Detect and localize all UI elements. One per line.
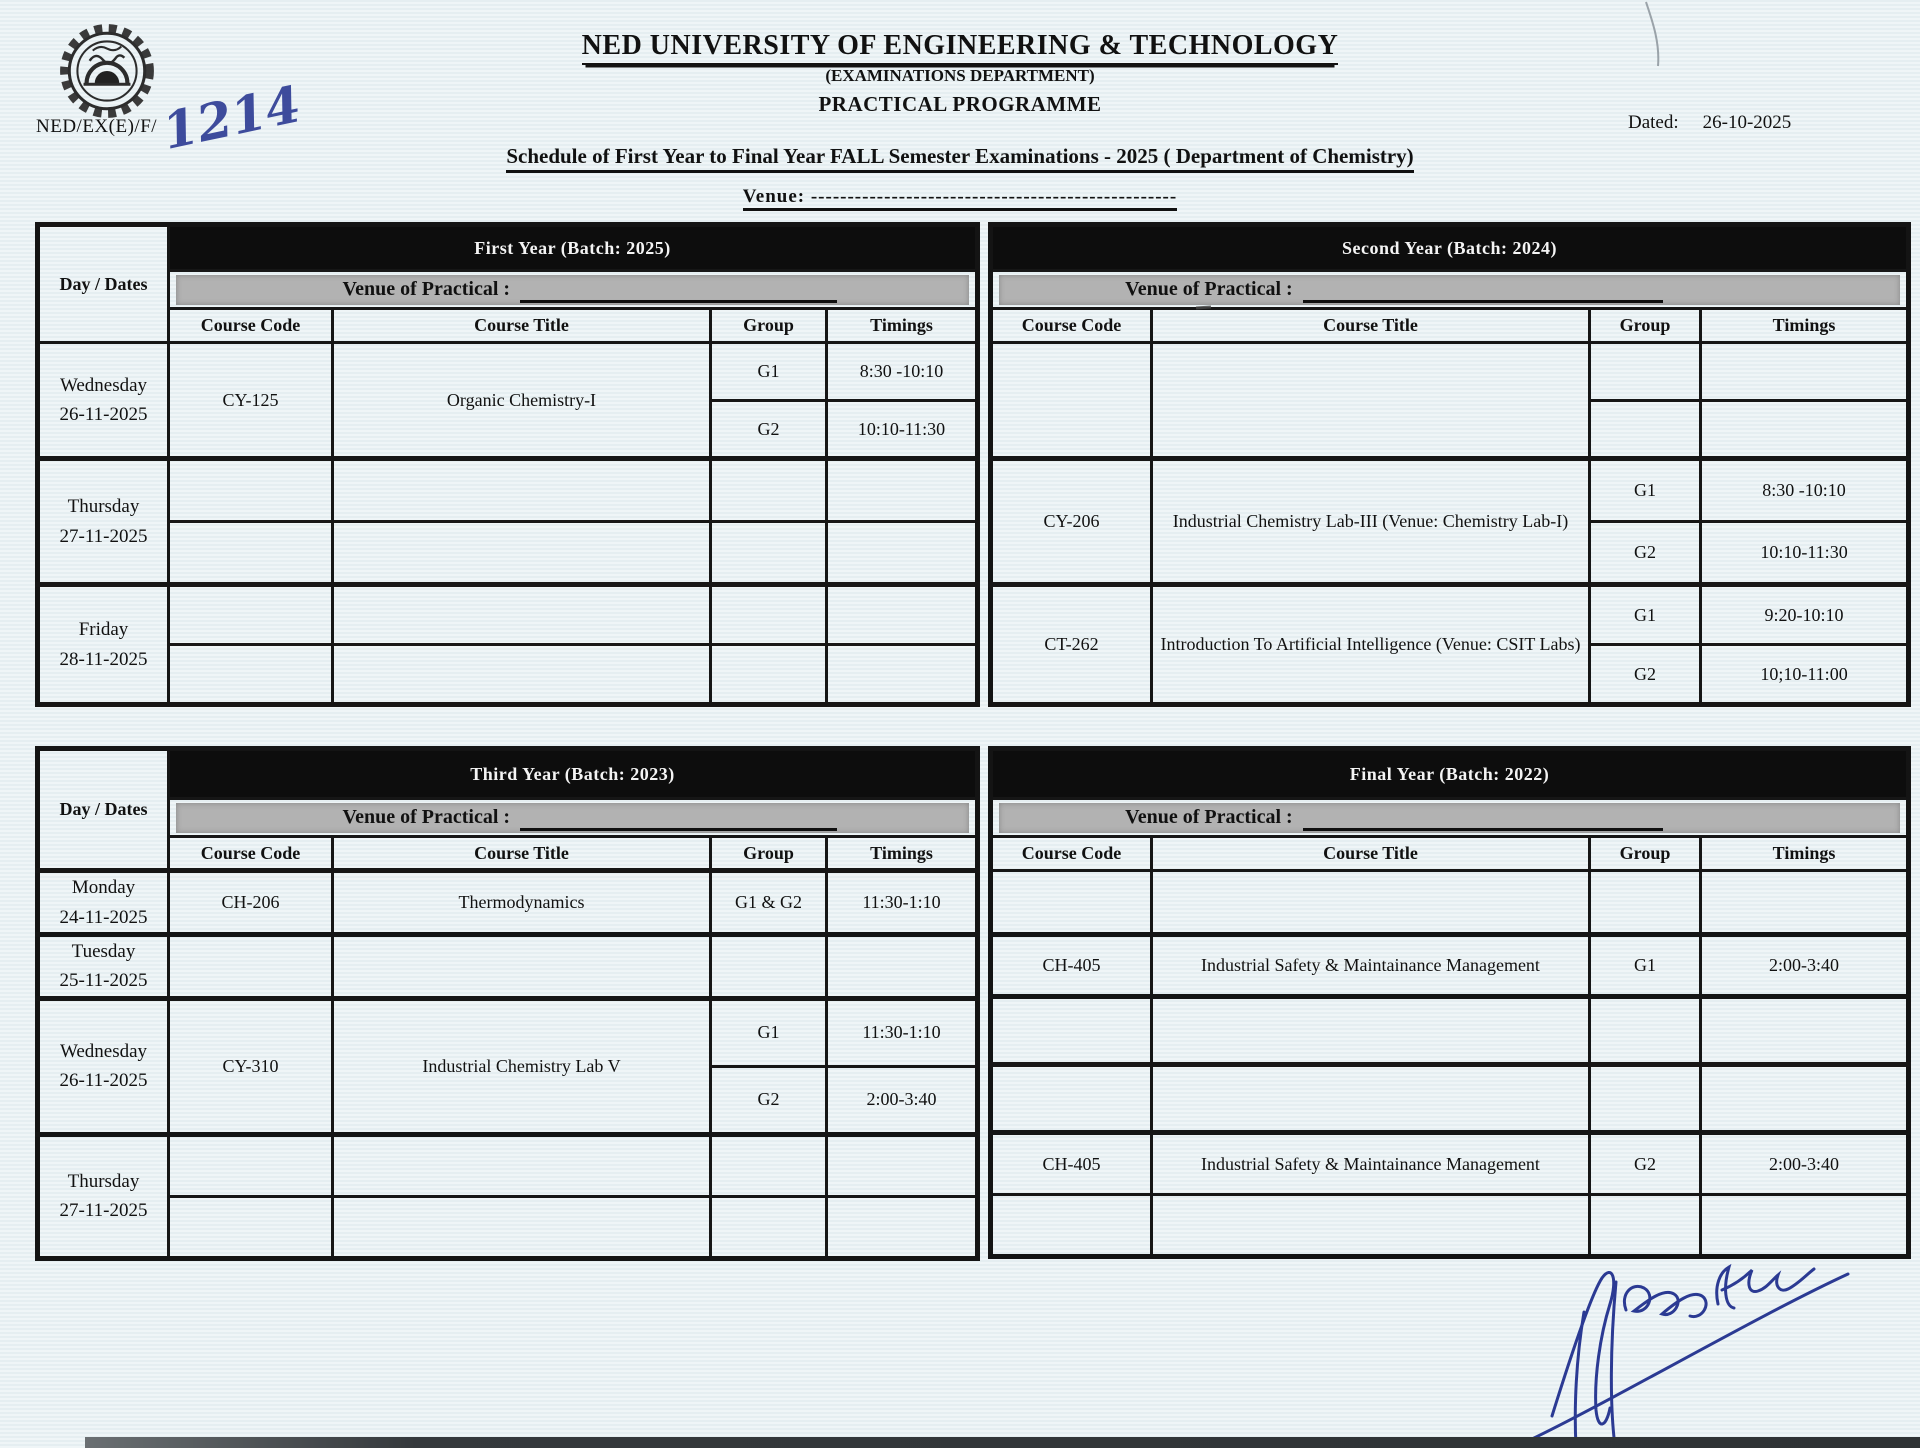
day-cell: Thursday 27-11-2025 [38, 459, 169, 585]
course-title-cell: Organic Chemistry-I [333, 343, 711, 459]
group-cell: G1 [1590, 935, 1701, 997]
day-dates-header: Day / Dates [38, 225, 169, 343]
timings-cell: 9:20-10:10 [1701, 585, 1909, 645]
empty-cell [711, 645, 827, 705]
timings-cell: 2:00-3:40 [1701, 1133, 1909, 1195]
empty-cell [169, 459, 333, 522]
col-course-code: Course Code [991, 837, 1152, 871]
reference-number-prefix: NED/EX(E)/F/ [36, 116, 158, 137]
handwritten-reference-number: 1214 [157, 74, 306, 161]
timings-cell: 2:00-3:40 [1701, 935, 1909, 997]
venue-line [0, 186, 1920, 208]
empty-cell [1590, 1065, 1701, 1133]
empty-cell [333, 645, 711, 705]
course-title-cell: Industrial Safety & Maintainance Management [1152, 935, 1590, 997]
practical-programme-title: PRACTICAL PROGRAMME [818, 92, 1102, 116]
final-year-title-bar: Final Year (Batch: 2022) [991, 749, 1909, 799]
final-year-table [988, 746, 1911, 1259]
venue-row [169, 799, 978, 837]
empty-cell [333, 585, 711, 645]
empty-cell [991, 343, 1152, 459]
timings-cell: 10:10-11:30 [827, 401, 978, 459]
empty-cell [711, 522, 827, 585]
empty-cell [169, 935, 333, 999]
course-code-cell: CY-125 [169, 343, 333, 459]
empty-cell [1152, 343, 1590, 459]
course-title-cell: Industrial Chemistry Lab V [333, 998, 711, 1134]
course-code-cell: CY-206 [991, 459, 1152, 585]
empty-cell [827, 459, 978, 522]
empty-cell [827, 1134, 978, 1196]
venue-label: Venue: [742, 186, 806, 207]
first-year-title-bar: First Year (Batch: 2025) [169, 225, 978, 271]
empty-cell [1152, 871, 1590, 935]
col-group: Group [1590, 309, 1701, 343]
col-course-title: Course Title [1152, 309, 1590, 343]
venue-blank-line [1303, 299, 1663, 303]
timings-cell: 10;10-11:00 [1701, 645, 1909, 705]
empty-cell [711, 1196, 827, 1258]
empty-cell [1701, 1065, 1909, 1133]
col-course-title: Course Title [1152, 837, 1590, 871]
timings-cell: 8:30 -10:10 [1701, 459, 1909, 522]
empty-cell [1590, 343, 1701, 401]
timings-cell: 11:30-1:10 [827, 871, 978, 935]
col-timings: Timings [1701, 837, 1909, 871]
empty-cell [991, 1065, 1152, 1133]
group-cell: G1 & G2 [711, 871, 827, 935]
course-code-cell: CH-405 [991, 935, 1152, 997]
group-cell: G1 [711, 343, 827, 401]
venue-of-practical-label: Venue of Practical : [1125, 278, 1293, 300]
col-timings: Timings [1701, 309, 1909, 343]
group-cell: G1 [1590, 459, 1701, 522]
dated-value: 26-10-2025 [1702, 112, 1792, 133]
course-code-cell: CT-262 [991, 585, 1152, 705]
examinations-department-line: (EXAMINATIONS DEPARTMENT) [825, 66, 1095, 85]
third-year-title-bar: Third Year (Batch: 2023) [169, 749, 978, 799]
group-cell: G1 [1590, 585, 1701, 645]
empty-cell [333, 935, 711, 999]
empty-cell [711, 1134, 827, 1196]
course-title-cell: Thermodynamics [333, 871, 711, 935]
signature [1522, 1248, 1862, 1448]
group-cell: G2 [711, 1066, 827, 1134]
empty-cell [991, 871, 1152, 935]
course-title-cell: Industrial Chemistry Lab-III (Venue: Chemistry Lab-I) [1152, 459, 1590, 585]
empty-cell [169, 645, 333, 705]
empty-cell [991, 997, 1152, 1065]
col-timings: Timings [827, 309, 978, 343]
group-cell: G2 [1590, 522, 1701, 585]
group-cell: G1 [711, 998, 827, 1066]
group-cell: G2 [711, 401, 827, 459]
day-cell: Monday 24-11-2025 [38, 871, 169, 935]
venue-of-practical-label: Venue of Practical : [1125, 806, 1293, 828]
timings-cell: 8:30 -10:10 [827, 343, 978, 401]
empty-cell [169, 1196, 333, 1258]
empty-cell [991, 1195, 1152, 1257]
empty-cell [169, 585, 333, 645]
empty-cell [1701, 871, 1909, 935]
empty-cell [333, 1196, 711, 1258]
empty-cell [827, 935, 978, 999]
venue-row [169, 271, 978, 309]
col-course-code: Course Code [169, 837, 333, 871]
timings-cell: 2:00-3:40 [827, 1066, 978, 1134]
empty-cell [827, 645, 978, 705]
third-year-table [35, 746, 980, 1261]
empty-cell [169, 1134, 333, 1196]
empty-cell [333, 1134, 711, 1196]
course-title-cell: Introduction To Artificial Intelligence (Venue: CSIT Labs) [1152, 585, 1590, 705]
day-cell: Wednesday 26-11-2025 [38, 343, 169, 459]
empty-cell [1701, 401, 1909, 459]
col-course-code: Course Code [169, 309, 333, 343]
venue-of-practical-label: Venue of Practical : [342, 806, 511, 828]
empty-cell [169, 522, 333, 585]
empty-cell [827, 522, 978, 585]
scan-edge-shadow [85, 1437, 1920, 1448]
group-cell: G2 [1590, 1133, 1701, 1195]
empty-cell [333, 522, 711, 585]
university-name: NED UNIVERSITY OF ENGINEERING & TECHNOLOGY [0, 30, 1920, 62]
venue-dashes: -------------------------------------------------- [810, 186, 1178, 207]
col-course-title: Course Title [333, 309, 711, 343]
second-year-title-bar: Second Year (Batch: 2024) [991, 225, 1909, 271]
day-cell: Thursday 27-11-2025 [38, 1134, 169, 1258]
scan-scratch-artifact [1630, 0, 1690, 80]
course-title-cell: Industrial Safety & Maintainance Management [1152, 1133, 1590, 1195]
empty-cell [1590, 401, 1701, 459]
empty-cell [827, 585, 978, 645]
course-code-cell: CY-310 [169, 998, 333, 1134]
day-cell: Friday 28-11-2025 [38, 585, 169, 705]
second-year-table [988, 222, 1911, 707]
empty-cell [1152, 997, 1590, 1065]
empty-cell [1701, 997, 1909, 1065]
timings-cell: 10:10-11:30 [1701, 522, 1909, 585]
first-year-table [35, 222, 980, 707]
venue-blank-line [520, 827, 837, 831]
empty-cell [711, 459, 827, 522]
venue-row [991, 799, 1909, 837]
col-group: Group [1590, 837, 1701, 871]
empty-cell [1590, 997, 1701, 1065]
course-code-cell: CH-405 [991, 1133, 1152, 1195]
empty-cell [333, 459, 711, 522]
venue-blank-line [520, 299, 837, 303]
empty-cell [827, 1196, 978, 1258]
dated-label: Dated: [1628, 112, 1679, 133]
col-course-title: Course Title [333, 837, 711, 871]
empty-cell [1590, 871, 1701, 935]
timings-cell: 11:30-1:10 [827, 998, 978, 1066]
course-code-cell: CH-206 [169, 871, 333, 935]
venue-blank-line [1303, 827, 1663, 831]
empty-cell [711, 935, 827, 999]
dated-line [1628, 112, 1791, 134]
col-course-code: Course Code [991, 309, 1152, 343]
venue-row [991, 271, 1909, 309]
day-cell: Tuesday 25-11-2025 [38, 935, 169, 999]
empty-cell [1701, 343, 1909, 401]
col-group: Group [711, 837, 827, 871]
empty-cell [711, 585, 827, 645]
schedule-title: Schedule of First Year to Final Year FALL Semester Examinations - 2025 ( Department of Chemistry) [0, 144, 1920, 169]
empty-cell [1152, 1065, 1590, 1133]
day-cell: Wednesday 26-11-2025 [38, 998, 169, 1134]
day-dates-header: Day / Dates [38, 749, 169, 871]
col-timings: Timings [827, 837, 978, 871]
col-group: Group [711, 309, 827, 343]
venue-of-practical-label: Venue of Practical : [342, 278, 511, 300]
group-cell: G2 [1590, 645, 1701, 705]
